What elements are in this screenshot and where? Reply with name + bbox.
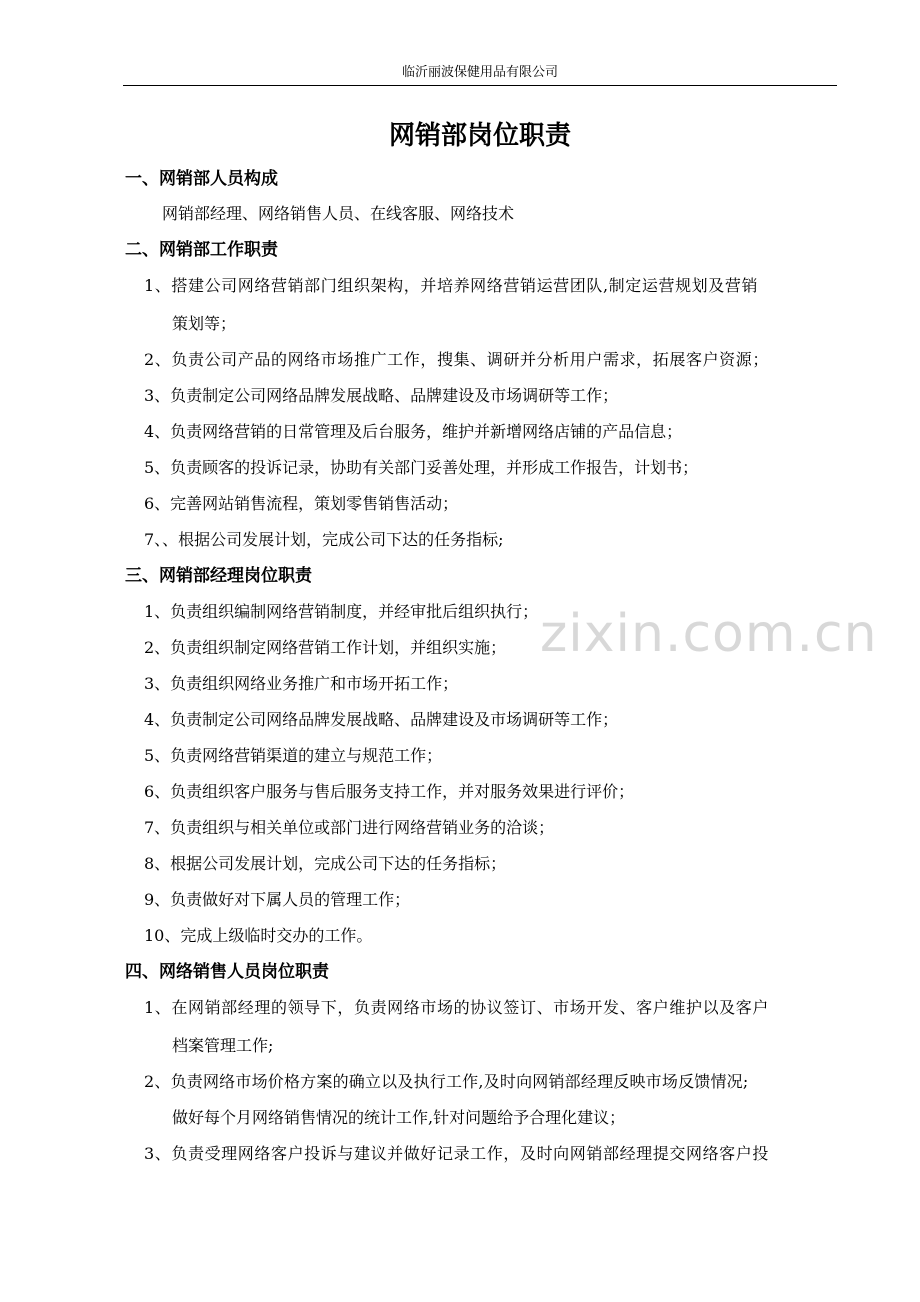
list-item: 2、负责公司产品的网络市场推广工作，搜集、调研并分析用户需求，拓展客户资源；	[144, 350, 769, 369]
list-item: 8、根据公司发展计划，完成公司下达的任务指标；	[144, 854, 507, 873]
section-heading-4: 四、网络销售人员岗位职责	[125, 962, 329, 982]
header-divider	[123, 85, 837, 86]
list-item: 6、负责组织客户服务与售后服务支持工作，并对服务效果进行评价；	[144, 782, 635, 801]
list-item: 4、负责制定公司网络品牌发展战略、品牌建设及市场调研等工作；	[144, 710, 619, 729]
list-item: 6、完善网站销售流程，策划零售销售活动；	[144, 494, 459, 513]
section-heading-3: 三、网销部经理岗位职责	[125, 566, 312, 586]
list-item: 7、、根据公司发展计划，完成公司下达的任务指标;	[144, 530, 504, 549]
page-header: 临沂丽波保健用品有限公司	[401, 65, 558, 80]
list-item: 1、负责组织编制网络营销制度，并经审批后组织执行；	[144, 602, 539, 621]
section-heading-1: 一、网销部人员构成	[125, 169, 278, 189]
list-item-continuation: 做好每个月网络销售情况的统计工作,针对问题给予合理化建议；	[172, 1108, 626, 1127]
list-item: 4、负责网络营销的日常管理及后台服务，维护并新增网络店铺的产品信息；	[144, 422, 683, 441]
document-title: 网销部岗位职责	[388, 121, 571, 151]
list-item: 7、负责组织与相关单位或部门进行网络营销业务的洽谈；	[144, 818, 555, 837]
section-heading-2: 二、网销部工作职责	[125, 240, 278, 260]
list-item: 3、负责组织网络业务推广和市场开拓工作；	[144, 674, 459, 693]
list-item: 5、负责顾客的投诉记录，协助有关部门妥善处理，并形成工作报告，计划书；	[144, 458, 699, 477]
section-1-paragraph: 网销部经理、网络销售人员、在线客服、网络技术	[162, 204, 515, 223]
list-item: 2、负责网络市场价格方案的确立以及执行工作,及时向网销部经理反映市场反馈情况;	[144, 1072, 749, 1091]
list-item: 2、负责组织制定网络营销工作计划，并组织实施；	[144, 638, 507, 657]
list-item: 9、负责做好对下属人员的管理工作；	[144, 890, 411, 909]
list-item: 1、在网销部经理的领导下，负责网络市场的协议签订、市场开发、客户维护以及客户	[144, 998, 769, 1017]
list-item: 5、负责网络营销渠道的建立与规范工作；	[144, 746, 443, 765]
list-item: 3、负责受理网络客户投诉与建议并做好记录工作，及时向网销部经理提交网络客户投	[144, 1144, 769, 1163]
list-item-continuation: 策划等；	[172, 314, 237, 333]
list-item-continuation: 档案管理工作;	[172, 1036, 274, 1055]
list-item: 10、完成上级临时交办的工作。	[144, 926, 373, 945]
list-item: 3、负责制定公司网络品牌发展战略、品牌建设及市场调研等工作；	[144, 386, 619, 405]
list-item: 1、搭建公司网络营销部门组织架构，并培养网络营销运营团队,制定运营规划及营销	[144, 276, 759, 295]
watermark-text: zixin.com.cn	[540, 604, 878, 664]
